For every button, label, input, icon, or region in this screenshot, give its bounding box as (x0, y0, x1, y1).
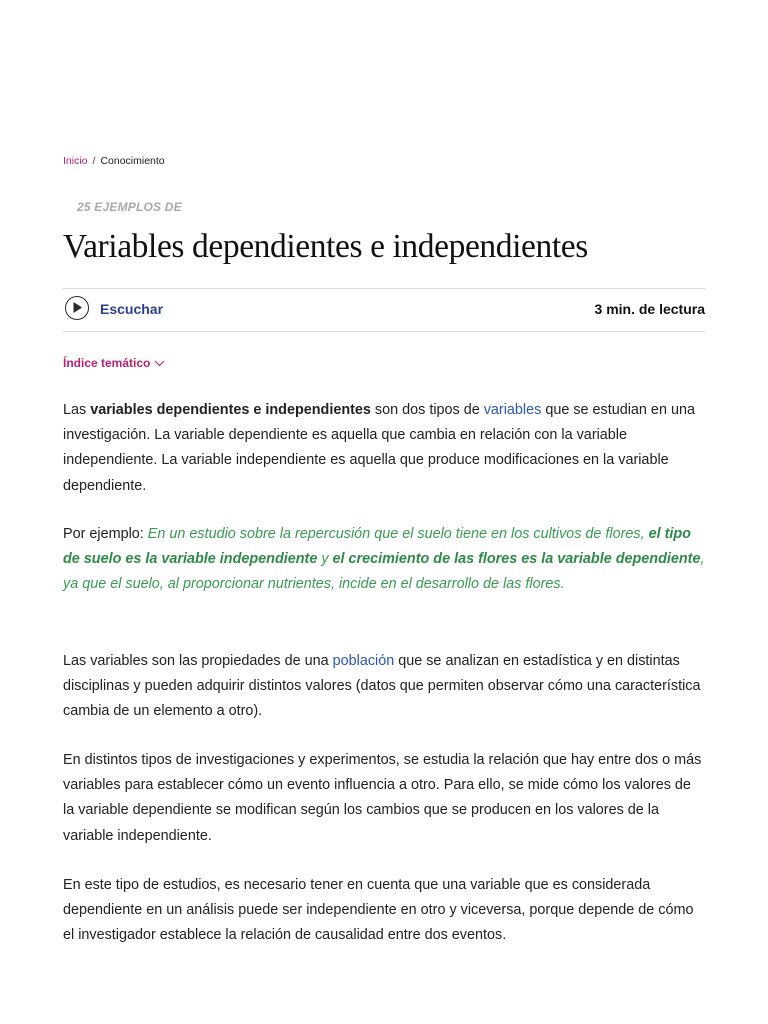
breadcrumb-separator: / (92, 155, 96, 167)
toc-toggle[interactable] (63, 356, 165, 370)
read-time: 3 min. de lectura (594, 301, 705, 317)
text-span: que se analizan en estadística y en distintas disciplinas y pueden adquirir distintos valores (datos que permiten observar cómo una característica cambia de un elemento a otro). (63, 653, 701, 720)
text-span: que se estudian en una investigación. La variable dependiente es aquella que cambia en relación con la variable independiente. La variable independiente es aquella que produce modificaciones en la variable dependiente. (63, 402, 695, 494)
paragraph-example (63, 522, 705, 598)
breadcrumb-current: Conocimiento (100, 155, 165, 167)
variables-link[interactable]: variables (483, 402, 542, 418)
example-bold: el tipo de suelo es la variable independiente (63, 526, 691, 568)
page-title: Variables dependientes e independientes (63, 228, 588, 265)
example-text: y (317, 551, 333, 568)
chevron-down-icon (154, 360, 165, 367)
example-text: En un estudio sobre la repercusión que el suelo tiene en los cultivos de flores, (147, 526, 649, 542)
example-bold: el crecimiento de las flores es la variable dependiente (332, 551, 701, 568)
poblacion-link[interactable]: población (332, 653, 395, 669)
paragraph-relation: En distintos tipos de investigaciones y experimentos, se estudia la relación que hay entre dos o más variables para establecer cómo un evento influencia a otro. Para ello, se mide cómo los valores de la variable dependiente se modifican según los cambios que se producen en los valores de la variable independiente. (63, 752, 702, 844)
breadcrumb (63, 155, 165, 167)
example-lead: Por ejemplo: (63, 526, 148, 542)
bold-term: variables dependientes e independientes (90, 402, 371, 418)
play-circle-icon[interactable] (65, 296, 89, 320)
paragraph-causality: En este tipo de estudios, es necesario tener en cuenta que una variable que es considerada dependiente en un análisis puede ser independiente en otro y viceversa, porque depende de cómo el investigador establece la relación de causalidad entre dos eventos. (63, 877, 694, 944)
toc-label: Índice temático (63, 356, 151, 370)
text-span: Las variables son las propiedades de una (63, 653, 333, 669)
article-kicker: 25 EJEMPLOS DE (77, 200, 182, 214)
text-span: Las (63, 402, 91, 418)
paragraph-population (63, 649, 705, 725)
listen-button[interactable]: Escuchar (100, 301, 164, 317)
example-text: , ya que el suelo, al proporcionar nutrientes, incide en el desarrollo de las flores. (63, 551, 705, 593)
listen-bar (63, 288, 705, 332)
breadcrumb-home-link[interactable]: Inicio (63, 155, 88, 167)
paragraph-intro (63, 398, 705, 499)
text-span: son dos tipos de (370, 402, 484, 418)
